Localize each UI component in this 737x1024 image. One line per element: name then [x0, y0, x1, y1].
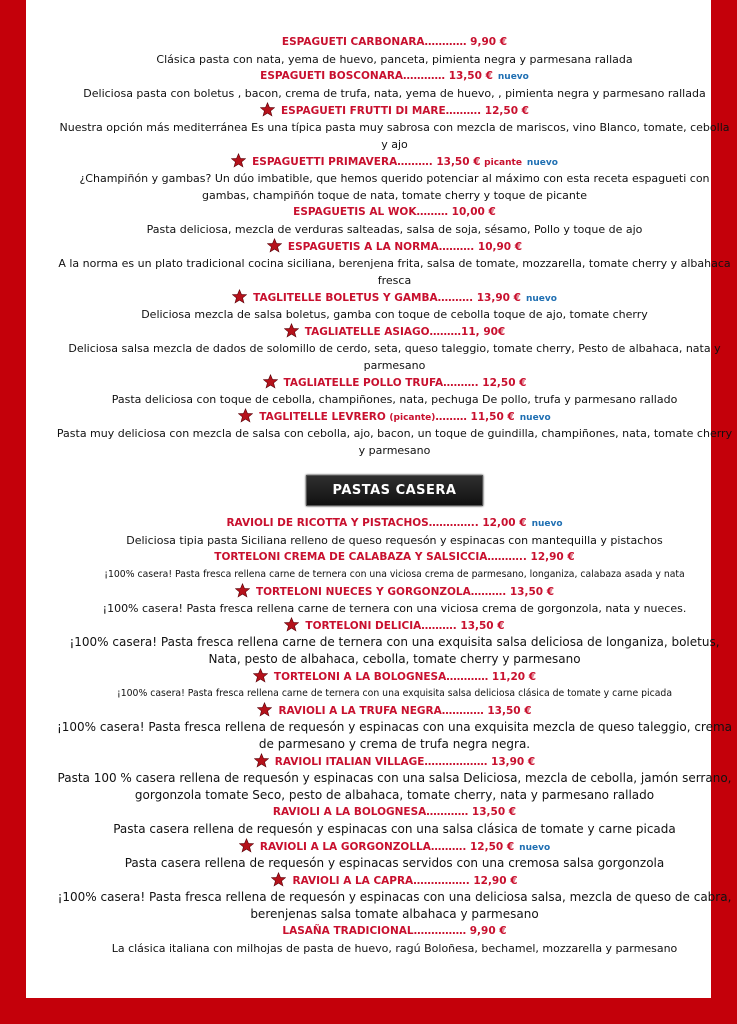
- menu-item: [52, 238, 737, 289]
- menu-item: [52, 289, 737, 323]
- menu-item: [52, 68, 737, 102]
- menu-item: [52, 408, 737, 459]
- menu-item: [52, 753, 737, 804]
- dish-name-price: ESPAGUETIS AL WOK……… 10,00 €: [293, 206, 496, 218]
- dish-description: Pasta deliciosa, mezcla de verduras salteadas, salsa de soja, sésamo, Pollo y toque de ajo: [146, 223, 643, 236]
- dish-name-price: TORTELONI A LA BOLOGNESA………… 11,20 €: [273, 671, 537, 683]
- menu-item: [52, 702, 737, 753]
- dish-name-price: TORTELONI CREMA DE CALABAZA Y SALSICCIA……….. 12,90 €: [214, 551, 575, 563]
- dish-price: ……… 11,50 €: [435, 411, 515, 423]
- dish-title: [52, 753, 737, 770]
- dish-description: Deliciosa pasta con boletus , bacon, crema de trufa, nata, yema de huevo, , pimienta negra y parmesano rallada: [83, 87, 706, 100]
- menu-item: [52, 617, 737, 668]
- dish-title: [52, 923, 737, 940]
- menu-item: [52, 102, 737, 153]
- nuevo-badge: nuevo: [519, 843, 551, 853]
- menu-item: [52, 872, 737, 923]
- dish-name-price: RAVIOLI DE RICOTTA Y PISTACHOS………….. 12,00 €: [226, 517, 527, 529]
- nuevo-badge: nuevo: [526, 158, 558, 168]
- dish-name-price: TORTELONI NUECES Y GORGONZOLA………. 13,50 €: [255, 586, 555, 598]
- dish-name-price: TORTELONI DELICIA………. 13,50 €: [305, 620, 505, 632]
- dish-name-price: TAGLIATELLE ASIAGO………11, 90€: [304, 326, 506, 338]
- dish-description: ¡100% casera! Pasta fresca rellena de requesón y espinacas con una exquisita mezcla de queso taleggio, crema de parmesano y crema de trufa negra negra.: [56, 720, 733, 751]
- dish-title: [52, 838, 737, 855]
- dish-description: Deliciosa tipia pasta Siciliana relleno de queso requesón y espinacas con mantequilla y pistachos: [126, 534, 663, 547]
- star-icon: [254, 753, 269, 768]
- dish-name-price: RAVIOLI ITALIAN VILLAGE……………… 13,90 €: [274, 756, 536, 768]
- dish-title: [52, 323, 737, 340]
- menu-item: [52, 549, 737, 583]
- dish-title: [52, 408, 737, 425]
- dish-name-price: LASAÑA TRADICIONAL…………… 9,90 €: [282, 925, 507, 937]
- dish-name-price: RAVIOLI A LA TRUFA NEGRA………… 13,50 €: [278, 705, 532, 717]
- menu-item: [52, 153, 737, 204]
- dish-title: [52, 583, 737, 600]
- dish-title: [52, 68, 737, 85]
- dish-description: ¿Champiñón y gambas? Un dúo imbatible, que hemos querido potenciar al máximo con esta receta espagueti con gambas, champiñón toque de nata, tomate cherry y toque de picante: [79, 172, 710, 202]
- dish-title: [52, 289, 737, 306]
- menu-item: [52, 583, 737, 617]
- star-icon: [232, 289, 247, 304]
- dish-title: [52, 374, 737, 391]
- star-icon: [284, 323, 299, 338]
- section-title: PASTAS CASERA: [306, 475, 484, 506]
- dish-name-price: ESPAGUETI BOSCONARA………… 13,50 €: [260, 70, 493, 82]
- star-icon: [253, 668, 268, 683]
- dish-title: [52, 549, 737, 566]
- star-icon: [235, 583, 250, 598]
- dish-title: [52, 872, 737, 889]
- dish-description: Deliciosa mezcla de salsa boletus, gamba con toque de cebolla toque de ajo, tomate cherry: [141, 308, 648, 321]
- dish-description: A la norma es un plato tradicional cocina siciliana, berenjena frita, salsa de tomate, mozzarella, tomate cherry y albahaca fresca: [58, 257, 731, 287]
- menu-item: [52, 804, 737, 838]
- dish-description: Pasta 100 % casera rellena de requesón y espinacas con una salsa Deliciosa, mezcla de cebolla, jamón serrano, gorgonzola tomate Seco, pesto de albahaca, tomate cherry, nata y parmesano rallado: [57, 771, 732, 802]
- dish-name-price: TAGLITELLE BOLETUS Y GAMBA………. 13,90 €: [253, 292, 521, 304]
- dish-name-price: ESPAGUETI FRUTTI DI MARE………. 12,50 €: [281, 105, 529, 117]
- dish-title: [52, 153, 737, 170]
- dish-description: Nuestra opción más mediterránea Es una típica pasta muy sabrosa con mezcla de mariscos, vino Blanco, tomate, cebolla y ajo: [59, 121, 730, 151]
- dish-description: ¡100% casera! Pasta fresca rellena carne de ternera con una viciosa crema de parmesano, longaniza, calabaza asada y nata: [104, 569, 685, 580]
- star-icon: [263, 374, 278, 389]
- dish-name-price: RAVIOLI A LA CAPRA……………. 12,90 €: [292, 875, 518, 887]
- dish-name-price: RAVIOLI A LA GORGONZOLLA………. 12,50 €: [259, 841, 515, 853]
- star-icon: [239, 838, 254, 853]
- nuevo-badge: nuevo: [525, 294, 557, 304]
- nuevo-badge: nuevo: [497, 72, 529, 82]
- dish-title: [52, 702, 737, 719]
- nuevo-badge: nuevo: [519, 413, 551, 423]
- dish-title: [52, 515, 737, 532]
- dish-name-price: RAVIOLI A LA BOLOGNESA………… 13,50 €: [272, 806, 517, 818]
- menu-item: [52, 515, 737, 549]
- dish-name-price: TAGLIATELLE POLLO TRUFA………. 12,50 €: [283, 377, 527, 389]
- dish-description: Pasta casera rellena de requesón y espinacas con una salsa clásica de tomate y carne picada: [113, 822, 676, 836]
- dish-description: La clásica italiana con milhojas de pasta de huevo, ragú Boloñesa, bechamel, mozzarella y parmesano: [111, 942, 678, 955]
- dish-description: ¡100% casera! Pasta fresca rellena carne de ternera con una viciosa crema de gorgonzola, nata y nueces.: [102, 602, 687, 615]
- dish-description: ¡100% casera! Pasta fresca rellena carne de ternera con una exquisita salsa deliciosa de longaniza, boletus, Nata, pesto de albahaca, cebolla, tomate cherry y parmesano: [69, 635, 720, 666]
- star-icon: [231, 153, 246, 168]
- star-icon: [238, 408, 253, 423]
- dish-description: Pasta muy deliciosa con mezcla de salsa con cebolla, ajo, bacon, un toque de guindilla, champiñones, nata, tomate cherry y parmesano: [56, 427, 733, 457]
- star-icon: [260, 102, 275, 117]
- dish-description: ¡100% casera! Pasta fresca rellena de requesón y espinacas con una deliciosa salsa, mezcla de queso de cabra, berenjenas salsa tomate albahaca y parmesano: [57, 890, 732, 921]
- dish-title: [52, 617, 737, 634]
- menu-item: [52, 838, 737, 872]
- star-icon: [257, 702, 272, 717]
- dish-description: ¡100% casera! Pasta fresca rellena carne de ternera con una exquisita salsa deliciosa clásica de tomate y carne picada: [116, 688, 673, 699]
- dish-title: [52, 804, 737, 821]
- dish-name-price: ESPAGUETIS A LA NORMA………. 10,90 €: [287, 241, 523, 253]
- menu-item: [52, 668, 737, 702]
- pasta-list: [52, 34, 737, 459]
- section-header: [52, 475, 737, 506]
- picante-label: picante: [484, 158, 522, 168]
- menu-content: [52, 34, 737, 957]
- pastas-casera-list: [52, 515, 737, 957]
- dish-title: [52, 238, 737, 255]
- dish-title: [52, 102, 737, 119]
- dish-name-price: TAGLITELLE LEVRERO: [259, 411, 386, 423]
- dish-name-price: ESPAGUETI CARBONARA………… 9,90 €: [281, 36, 508, 48]
- dish-description: Pasta casera rellena de requesón y espinacas servidos con una cremosa salsa gorgonzola: [124, 856, 665, 870]
- dish-title: [52, 34, 737, 51]
- star-icon: [267, 238, 282, 253]
- nuevo-badge: nuevo: [531, 519, 563, 529]
- dish-description: Pasta deliciosa con toque de cebolla, champiñones, nata, pechuga De pollo, trufa y parmesano rallado: [111, 393, 678, 406]
- menu-item: [52, 374, 737, 408]
- menu-item: [52, 323, 737, 374]
- star-icon: [271, 872, 286, 887]
- spacer: [52, 459, 737, 475]
- dish-note: (picante): [389, 413, 436, 423]
- dish-description: Deliciosa salsa mezcla de dados de solomillo de cerdo, seta, queso taleggio, tomate cherry, Pesto de albahaca, nata y parmesano: [68, 342, 721, 372]
- dish-title: [52, 204, 737, 221]
- dish-description: Clásica pasta con nata, yema de huevo, panceta, pimienta negra y parmesana rallada: [156, 53, 633, 66]
- dish-title: [52, 668, 737, 685]
- menu-item: [52, 34, 737, 68]
- dish-name-price: ESPAGUETTI PRIMAVERA………. 13,50 €: [252, 156, 481, 168]
- menu-item: [52, 923, 737, 957]
- star-icon: [284, 617, 299, 632]
- menu-item: [52, 204, 737, 238]
